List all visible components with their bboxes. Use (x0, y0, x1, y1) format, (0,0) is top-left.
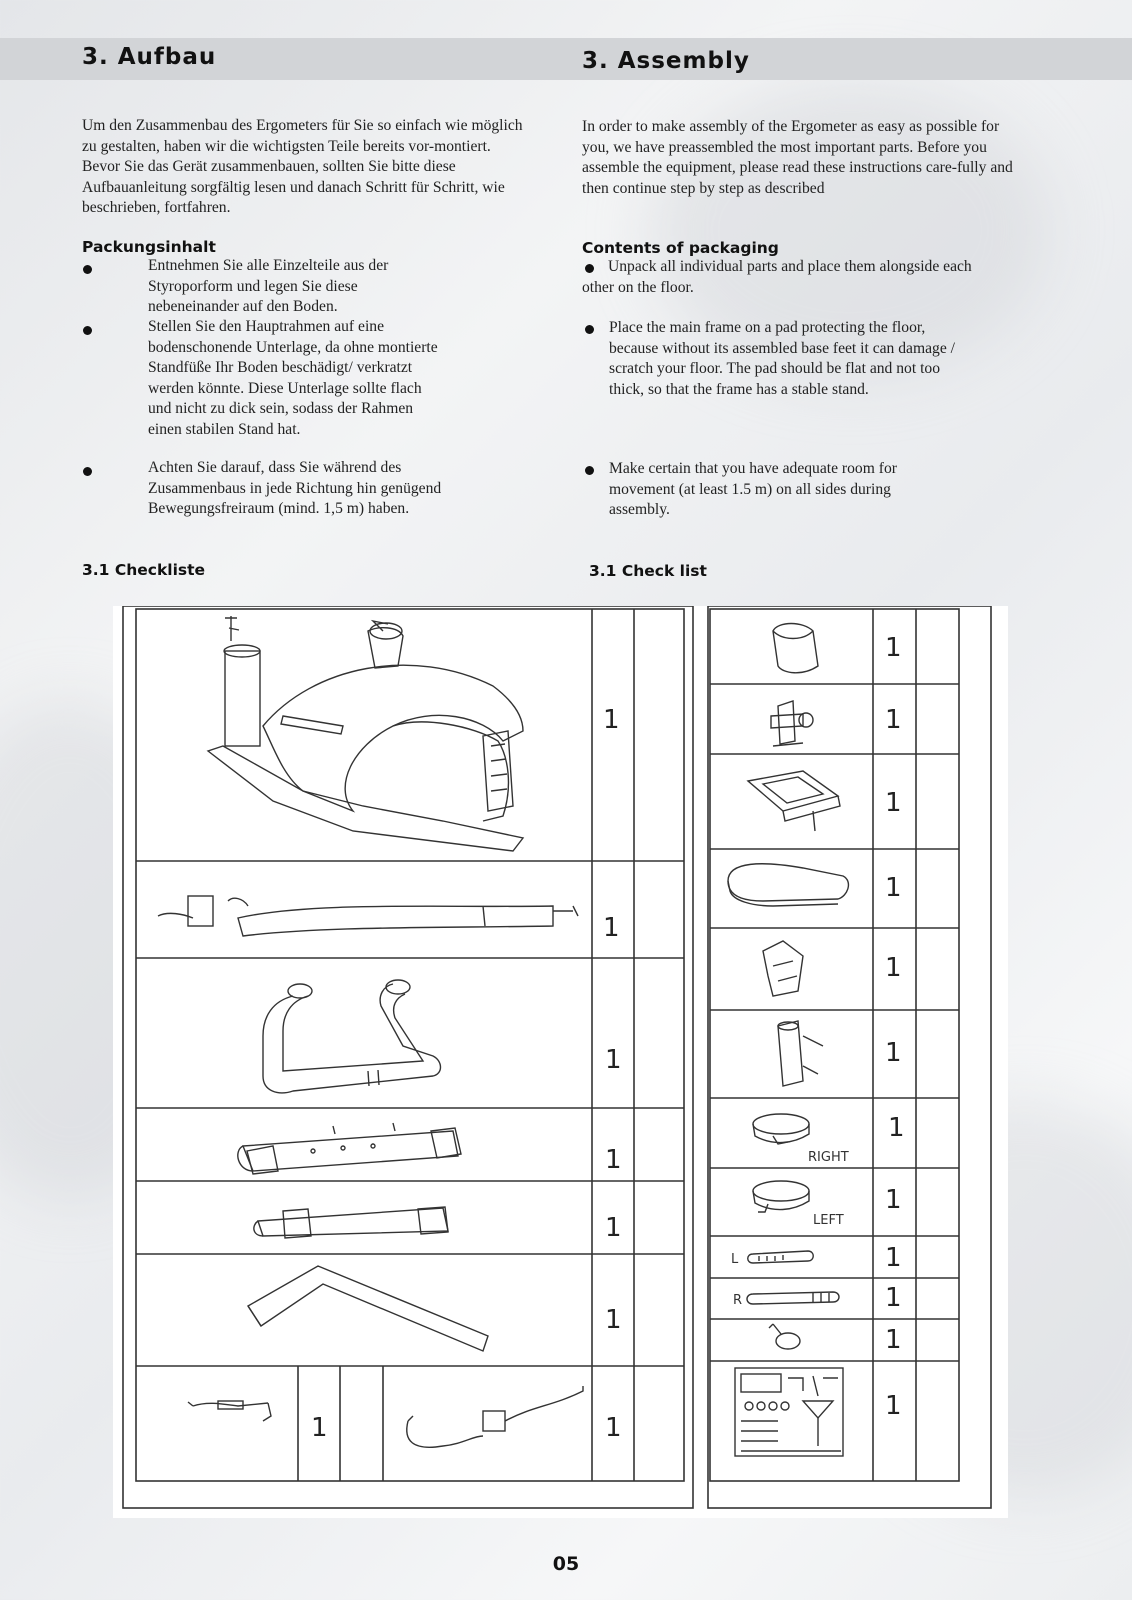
intro-de: Um den Zusammenbau des Ergometers für Sie so einfach wie möglich zu gestalten, haben wir die wichtigsten Teile bereits vor-montiert. Bevor Sie das Gerät zusammenbauen, sollten Sie bitte diese Aufbauanleitung sorgfältig lesen und danach Schritt für Schritt, wie beschrieben, fortfahren. (82, 117, 523, 217)
bullet-icon (585, 325, 594, 334)
power-adapter-illustration (407, 1386, 583, 1447)
qty-knob: 1 (885, 705, 902, 735)
left-label: LEFT (813, 1213, 844, 1228)
title-en: 3. Assembly (582, 48, 750, 74)
hardware-pack-illustration (735, 1368, 843, 1456)
bullet-en-3: Make certain that you have adequate room for movement (at least 1.5 m) on all sides during assembly. (609, 460, 897, 519)
intro-en: In order to make assembly of the Ergometer as easy as possible for you, we have preassembled the most important parts. Before you assemble the equipment, please read these instructions care-fully and then continue step by step as described (582, 118, 1013, 197)
handlebar-illustration (263, 980, 441, 1093)
qty-main-frame: 1 (603, 705, 620, 735)
bullet-icon (585, 466, 594, 475)
page-number: 05 (552, 1553, 580, 1575)
checklist-table (113, 606, 1008, 1518)
qty-hardware-pack: 1 (885, 1391, 902, 1421)
knob-illustration (771, 701, 813, 746)
checklist-drawing (113, 606, 1008, 1518)
front-stabilizer-illustration (238, 1123, 461, 1174)
bullet-en-2: Place the main frame on a pad protecting the floor, because without its assembled base feet it can damage / scratch your floor. The pad should be flat and not too thick, so that the frame has a stable stand. (609, 319, 955, 398)
bullet-icon (83, 265, 92, 274)
qty-right-pedal: 1 (888, 1113, 905, 1143)
bullet-de-2: Stellen Sie den Hauptrahmen auf eine bodenschonende Unterlage, da ohne montierte Standfüße Ihr Boden beschädigt/ verkratzt werden könnte. Diese Unterlage sollte flach und nicht zu dick sein, sodass der Rahmen einen stabilen Stand hat. (148, 318, 438, 438)
bullet-de-1: Entnehmen Sie alle Einzelteile aus der Styroporform und legen Sie diese nebeneinander auf den Boden. (148, 257, 389, 316)
title-de: 3. Aufbau (82, 44, 217, 70)
qty-seat-clamp: 1 (885, 953, 902, 983)
qty-cover: 1 (885, 1038, 902, 1068)
bullet-de-3: Achten Sie darauf, dass Sie während des Zusammenbaus in jede Richtung hin genügend Bewegungsfreiraum (mind. 1,5 m) haben. (148, 459, 442, 518)
main-frame-illustration (208, 616, 523, 851)
seat-illustration (728, 864, 848, 906)
cable-illustration (188, 1401, 271, 1421)
qty-left-pedal: 1 (885, 1185, 902, 1215)
qty-rear-stabilizer: 1 (605, 1213, 622, 1243)
right-crank-illustration (747, 1292, 839, 1304)
bent-tube-illustration (248, 1266, 488, 1351)
bullet-en-1: Unpack all individual parts and place them alongside each other on the floor. (582, 258, 972, 296)
qty-adjust-knob: 1 (885, 1325, 902, 1355)
qty-cable: 1 (311, 1413, 328, 1443)
packing-heading-de: Packungsinhalt (82, 238, 216, 256)
tube-cap-illustration (773, 624, 818, 673)
qty-console: 1 (885, 788, 902, 818)
qty-front-stabilizer: 1 (605, 1145, 622, 1175)
l-label: L (731, 1252, 739, 1267)
r-label: R (733, 1293, 743, 1308)
seat-clamp-illustration (763, 941, 803, 996)
right-pedal-illustration (753, 1114, 809, 1144)
console-illustration (748, 771, 840, 831)
right-label: RIGHT (808, 1150, 849, 1165)
left-pedal-illustration (753, 1181, 809, 1212)
bullet-icon (83, 326, 92, 335)
bullet-icon (83, 467, 92, 476)
checklist-heading-en: 3.1 Check list (589, 562, 707, 580)
packing-heading-en: Contents of packaging (582, 239, 779, 257)
checklist-heading-de: 3.1 Checkliste (82, 561, 206, 579)
qty-seat: 1 (885, 873, 902, 903)
rear-stabilizer-illustration (254, 1207, 448, 1238)
qty-left-crank: 1 (885, 1243, 902, 1273)
qty-tube-cap: 1 (885, 633, 902, 663)
qty-tube: 1 (603, 913, 620, 943)
qty-handlebar: 1 (605, 1045, 622, 1075)
qty-right-crank: 1 (885, 1283, 902, 1313)
tube-illustration (158, 896, 578, 936)
adjust-knob-illustration (769, 1324, 800, 1349)
left-crank-illustration (748, 1251, 814, 1263)
qty-bent-tube: 1 (605, 1305, 622, 1335)
cover-illustration (778, 1021, 823, 1086)
qty-power-adapter: 1 (605, 1413, 622, 1443)
